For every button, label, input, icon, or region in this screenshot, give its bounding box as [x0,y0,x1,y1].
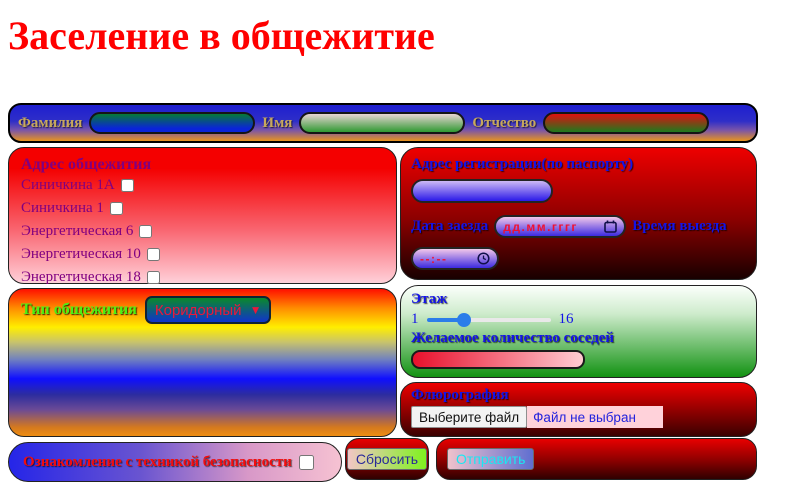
choose-file-button[interactable]: Выберите файл [411,406,527,428]
reset-button-container [345,438,429,480]
dorm-type-select[interactable] [145,296,272,324]
clock-icon[interactable] [477,252,490,265]
calendar-icon[interactable] [604,220,617,233]
registration-address-input[interactable] [411,179,553,203]
address-option-label: Энергетическая 18 [21,269,141,285]
address-checkbox-energeticheskaya-18[interactable] [147,271,160,284]
address-option-label: Синичкина 1 [21,200,104,216]
address-option-label: Синичкина 1А [21,177,115,193]
address-checkbox-energeticheskaya-10[interactable] [147,248,160,261]
address-option-label: Энергетическая 6 [21,223,134,239]
safety-panel [8,442,342,482]
address-option-row [21,174,384,197]
address-option-row [21,243,384,266]
floor-label: Этаж [411,291,448,307]
address-checkbox-sinichkina-1[interactable] [110,202,123,215]
dorm-type-selected-value: Коридорный [154,301,242,319]
chevron-down-icon: ▼ [249,303,262,317]
slider-min-label: 1 [411,311,419,327]
address-option-label: Энергетическая 10 [21,246,141,262]
fluorography-file-input [411,406,663,428]
dorm-type-label: Тип общежития [21,301,137,318]
firstname-input[interactable] [299,112,465,134]
address-option-row [21,197,384,220]
patronymic-label: Отчество [472,114,537,131]
address-checkbox-energeticheskaya-6[interactable] [139,225,152,238]
registration-panel [400,147,757,280]
reset-button[interactable]: Сбросить [347,448,427,470]
neighbors-input[interactable] [411,350,585,369]
checkout-time-label: Время выезда [632,218,727,234]
slider-thumb[interactable] [457,313,471,327]
surname-input[interactable] [89,112,255,134]
safety-checkbox[interactable] [299,455,314,470]
time-placeholder: --:-- [420,251,448,266]
page-title: Заселение в общежитие [8,13,435,58]
floor-panel [400,285,757,378]
address-option-row [21,220,384,243]
submit-button[interactable]: Отправить [447,448,534,470]
dorm-address-title: Адрес общежития [21,156,152,173]
slider-max-label: 16 [558,311,574,327]
dorm-address-panel [8,147,397,284]
dorm-type-panel [8,288,397,437]
neighbors-label: Желаемое количество соседей [411,330,614,346]
checkin-date-label: Дата заезда [411,218,489,234]
safety-label: Ознакомление с техникой безопасности [23,453,292,470]
address-option-row [21,266,384,289]
submit-button-container [436,438,757,480]
file-status-text: Файл не выбран [527,406,663,428]
registration-title: Адрес регистрации(по паспорту) [411,156,634,172]
name-bar [8,103,758,143]
patronymic-input[interactable] [543,112,709,134]
firstname-label: Имя [262,114,293,131]
dorm-type-row [21,296,384,324]
address-checkbox-sinichkina-1a[interactable] [121,179,134,192]
fluorography-label: Флюрография [411,387,509,403]
fluorography-panel [400,382,757,437]
floor-slider[interactable] [427,313,551,327]
floor-slider-row [411,311,746,328]
checkout-time-input[interactable] [411,247,499,270]
checkin-date-input[interactable] [494,215,626,238]
date-placeholder: дд.мм.гггг [503,219,578,234]
date-time-row [411,215,746,238]
surname-label: Фамилия [18,114,83,131]
